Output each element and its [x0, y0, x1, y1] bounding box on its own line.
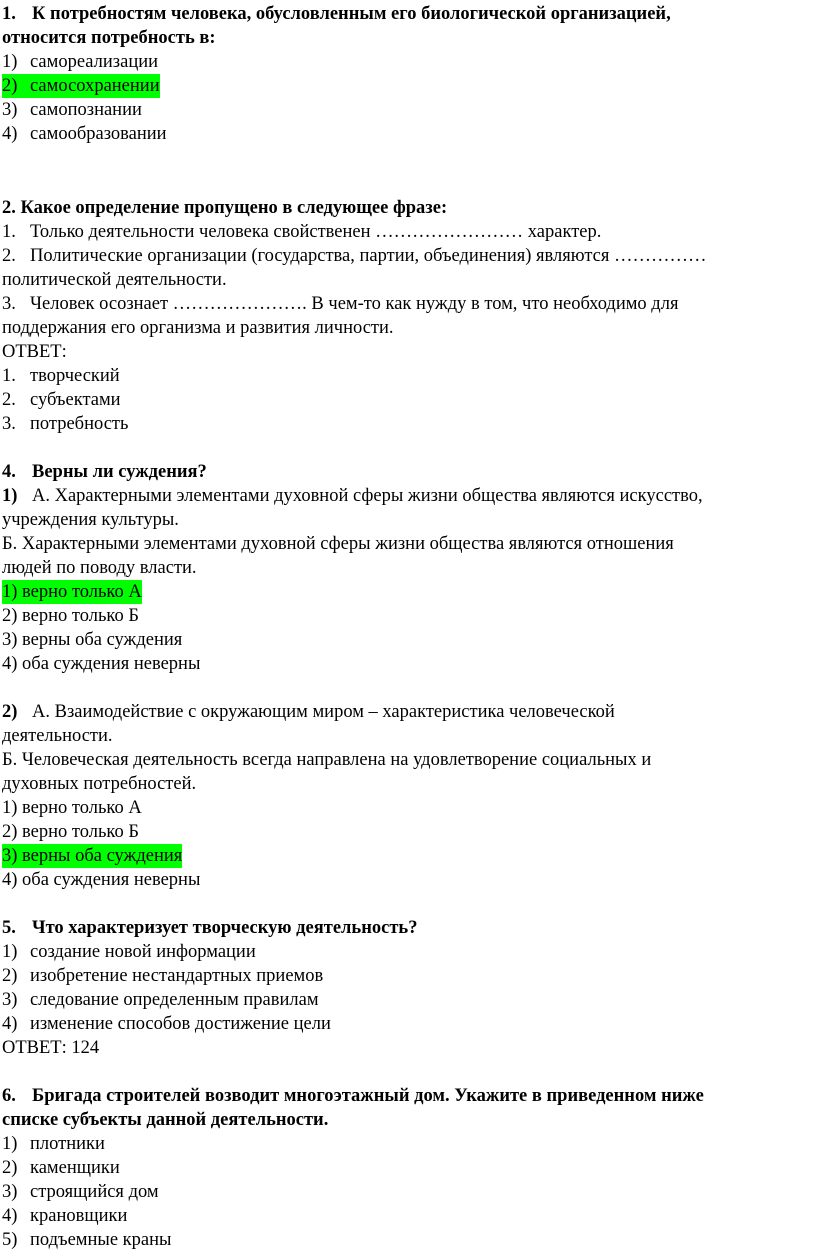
q1-title-line-2: относится потребность в: — [2, 28, 216, 48]
q2-answer-label: ОТВЕТ: — [2, 342, 67, 362]
q5-option-1: 1) создание новой информации — [2, 942, 256, 962]
q4-title: 4. Верны ли суждения? — [2, 462, 207, 482]
q5-option-3: 3) следование определенным правилам — [2, 990, 319, 1010]
q5-option-4: 4) изменение способов достижение цели — [2, 1014, 331, 1034]
q1-number: 1. — [2, 4, 16, 24]
q6-option-3: 3) строящийся дом — [2, 1182, 159, 1202]
q1-title-line-1 — [2, 2, 671, 26]
q4-part2-option-1: 1) верно только А — [2, 798, 142, 818]
q4-part1-option-2: 2) верно только Б — [2, 606, 139, 626]
q4-part1-option-4: 4) оба суждения неверны — [2, 654, 201, 674]
q5-title: 5. Что характеризует творческую деятельность? — [2, 918, 418, 938]
q4-part1-option-1-highlighted: 1) верно только А — [2, 582, 142, 602]
q4-part1-b-line-1: Б. Характерными элементами духовной сферы жизни общества являются отношения — [2, 534, 674, 554]
q4-part2-option-3-highlighted: 3) верны оба суждения — [2, 846, 183, 866]
q4-part1-a-line-2: учреждения культуры. — [2, 510, 179, 530]
q4-part1-option-3: 3) верны оба суждения — [2, 630, 183, 650]
q2-item-3-continued: поддержания его организма и развития личности. — [2, 318, 394, 338]
q2-item-2: 2. Политические организации (государства, партии, объединения) являются …………… — [2, 246, 707, 266]
q6-title-line-1: 6. Бригада строителей возводит многоэтажный дом. Укажите в приведенном ниже — [2, 1086, 704, 1106]
q4-part2-option-2: 2) верно только Б — [2, 822, 139, 842]
q2-answer-2: 2. субъектами — [2, 390, 121, 410]
q4-part1-b-line-2: людей по поводу власти. — [2, 558, 197, 578]
q4-part2-a-line-2: деятельности. — [2, 726, 113, 746]
q6-option-2: 2) каменщики — [2, 1158, 120, 1178]
q1-title-text-1: К потребностям человека, обусловленным его биологической организацией, — [32, 4, 671, 24]
q4-part2-option-4: 4) оба суждения неверны — [2, 870, 201, 890]
q2-answer-1: 1. творческий — [2, 366, 120, 386]
q4-part2-b-line-2: духовных потребностей. — [2, 774, 197, 794]
q2-answer-3: 3. потребность — [2, 414, 129, 434]
q5-answer: ОТВЕТ: 124 — [2, 1038, 100, 1058]
q5-option-2: 2) изобретение нестандартных приемов — [2, 966, 324, 986]
q1-option-3: 3) самопознании — [2, 100, 142, 120]
q4-part2-a-line-1: 2) А. Взаимодействие с окружающим миром – характеристика человеческой — [2, 702, 615, 722]
q1-option-2-highlighted: 2) самосохранении — [2, 76, 160, 96]
q1-option-1: 1) самореализации — [2, 52, 159, 72]
q4-part1-a-line-1: 1) А. Характерными элементами духовной сферы жизни общества являются искусство, — [2, 486, 703, 506]
q2-item-1: 1. Только деятельности человека свойственен …………………… характер. — [2, 222, 602, 242]
q2-item-2-continued: политической деятельности. — [2, 270, 227, 290]
q2-title: 2. Какое определение пропущено в следующее фразе: — [2, 198, 448, 218]
q1-option-4: 4) самообразовании — [2, 124, 167, 144]
q6-option-5: 5) подъемные краны — [2, 1230, 172, 1250]
q4-part2-b-line-1: Б. Человеческая деятельность всегда направлена на удовлетворение социальных и — [2, 750, 652, 770]
q6-option-1: 1) плотники — [2, 1134, 105, 1154]
q6-title-line-2: списке субъекты данной деятельности. — [2, 1110, 329, 1130]
q6-option-4: 4) крановщики — [2, 1206, 128, 1226]
q2-item-3: 3. Человек осознает …………………. В чем-то как нужду в том, что необходимо для — [2, 294, 679, 314]
